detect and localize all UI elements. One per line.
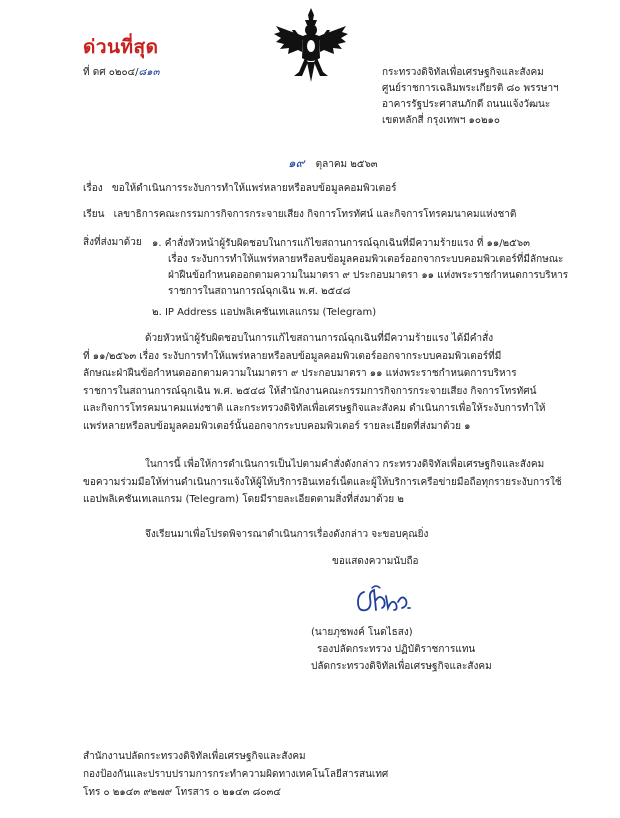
attachments-label: สิ่งที่ส่งมาด้วย xyxy=(83,237,142,248)
paragraph-2 xyxy=(83,456,562,509)
salutation: ขอแสดงความนับถือ xyxy=(332,556,419,567)
footer-office: สำนักงานปลัดกระทรวงดิจิทัลเพื่อเศรษฐกิจและสังคม xyxy=(83,751,306,762)
recipient-text: เลขาธิการคณะกรรมการกิจการกระจายเสียง กิจการโทรทัศน์ และกิจการโทรคมนาคมแห่งชาติ xyxy=(113,209,517,220)
paragraph-line: ลักษณะฝ่าฝืนข้อกำหนดออกตามความในมาตรา ๙ ประกอบมาตรา ๑๑ แห่งพระราชกำหนดการบริหาร xyxy=(83,368,517,379)
address-line: กระทรวงดิจิทัลเพื่อเศรษฐกิจและสังคม xyxy=(382,67,544,78)
attachment-line: ฝ่าฝืนข้อกำหนดออกตามความในมาตรา ๙ ประกอบมาตรา ๑๑ แห่งพระราชกำหนดการบริหาร xyxy=(168,270,569,281)
reference-prefix: ที่ ดศ ๐๒๐๔/ xyxy=(83,67,139,78)
footer-phone: โทร ๐ ๒๑๔๓ ๙๒๗๙ โทรสาร ๐ ๒๑๔๓ ๘๐๓๔ xyxy=(83,787,281,798)
signer-title: ปลัดกระทรวงดิจิทัลเพื่อเศรษฐกิจและสังคม xyxy=(311,661,492,672)
recipient-label: เรียน xyxy=(83,209,105,220)
sender-address xyxy=(382,65,559,129)
paragraph-line: ขอความร่วมมือให้ท่านดำเนินการแจ้งให้ผู้ให้บริการอินเทอร์เน็ตและผู้ให้บริการเครือข่ายมือถือทุกรายระงับการใช้ xyxy=(83,476,562,488)
paragraph-line: ราชการในสถานการณ์ฉุกเฉิน พ.ศ. ๒๕๔๘ ให้สำนักงานคณะกรรมการกิจการกระจายเสียง กิจการโทรทัศน์ xyxy=(83,385,537,397)
reference-number xyxy=(83,66,159,80)
closing-request: จึงเรียนมาเพื่อโปรดพิจารณาดำเนินการเรื่องดังกล่าว จะขอบคุณยิ่ง xyxy=(145,529,429,540)
attachment-2: ๒. IP Address แอปพลิเคชันเทเลแกรม (Telegram) xyxy=(152,307,377,318)
handwritten-signature-icon xyxy=(350,582,420,618)
paragraph-line: แอปพลิเคชันเทเลแกรม (Telegram) โดยมีรายละเอียดตามสิ่งที่ส่งมาด้วย ๒ xyxy=(83,494,404,505)
address-line: ศูนย์ราชการเฉลิมพระเกียรติ ๘๐ พรรษาฯ xyxy=(382,83,559,94)
subject-text: ขอให้ดำเนินการระงับการทำให้แพร่หลายหรือลบข้อมูลคอมพิวเตอร์ xyxy=(111,183,397,194)
signer-name: (นายภุชพงค์ โนดไธสง) xyxy=(311,627,413,638)
garuda-emblem-icon xyxy=(272,6,350,84)
paragraph-1 xyxy=(83,330,546,435)
paragraph-line: แพร่หลายหรือลบข้อมูลคอมพิวเตอร์นั้นออกจากระบบคอมพิวเตอร์ รายละเอียดที่ส่งมาด้วย ๑ xyxy=(83,420,471,432)
attachment-line: ราชการในสถานการณ์ฉุกเฉิน พ.ศ. ๒๕๔๘ xyxy=(168,286,351,297)
paragraph-line: ด้วยหัวหน้าผู้รับผิดชอบในการแก้ไขสถานการณ์ฉุกเฉินที่มีความร้ายแรง ได้มีคำสั่ง xyxy=(145,333,494,344)
attachment-1 xyxy=(152,236,568,300)
subject-line xyxy=(83,182,397,196)
signer-block xyxy=(311,624,492,675)
address-line: อาคารรัฐประศาสนภักดี ถนนแจ้งวัฒนะ xyxy=(382,99,551,110)
attachment-line: ๑. คำสั่งหัวหน้าผู้รับผิดชอบในการแก้ไขสถานการณ์ฉุกเฉินที่มีความร้ายแรง ที่ ๑๑/๒๕๖๓ xyxy=(152,238,530,249)
paragraph-line: ในการนี้ เพื่อให้การดำเนินการเป็นไปตามคำสั่งดังกล่าว กระทรวงดิจิทัลเพื่อเศรษฐกิจและสังคม xyxy=(145,459,545,470)
address-line: เขตหลักสี่ กรุงเทพฯ ๑๐๒๑๐ xyxy=(382,115,501,126)
recipient-line xyxy=(83,208,516,222)
date-day: ๑๙ xyxy=(288,156,305,170)
attachment-line: เรื่อง ระงับการทำให้แพร่หลายหรือลบข้อมูลคอมพิวเตอร์ออกจากระบบคอมพิวเตอร์ที่มีลักษณะ xyxy=(168,254,564,265)
footer-division: กองป้องกันและปราบปรามการกระทำความผิดทางเทคโนโลยีสารสนเทศ xyxy=(83,769,389,780)
subject-label: เรื่อง xyxy=(83,183,103,194)
letter-date xyxy=(288,156,378,172)
footer xyxy=(83,748,388,802)
signer-title: รองปลัดกระทรวง ปฏิบัติราชการแทน xyxy=(317,644,476,655)
paragraph-line: ที่ ๑๑/๒๕๖๓ เรื่อง ระงับการทำให้แพร่หลายหรือลบข้อมูลคอมพิวเตอร์ออกจากระบบคอมพิวเตอร์ที่มี xyxy=(83,350,502,362)
date-month-year: ตุลาคม ๒๕๖๓ xyxy=(315,159,378,170)
paragraph-line: และกิจการโทรคมนาคมแห่งชาติ และกระทรวงดิจิทัลเพื่อเศรษฐกิจและสังคม ดำเนินการเพื่อให้ระงับการทำให้ xyxy=(83,403,546,414)
urgency-stamp: ด่วนที่สุด xyxy=(83,36,159,58)
reference-handwritten-number: ๘๑๓ xyxy=(138,67,160,78)
